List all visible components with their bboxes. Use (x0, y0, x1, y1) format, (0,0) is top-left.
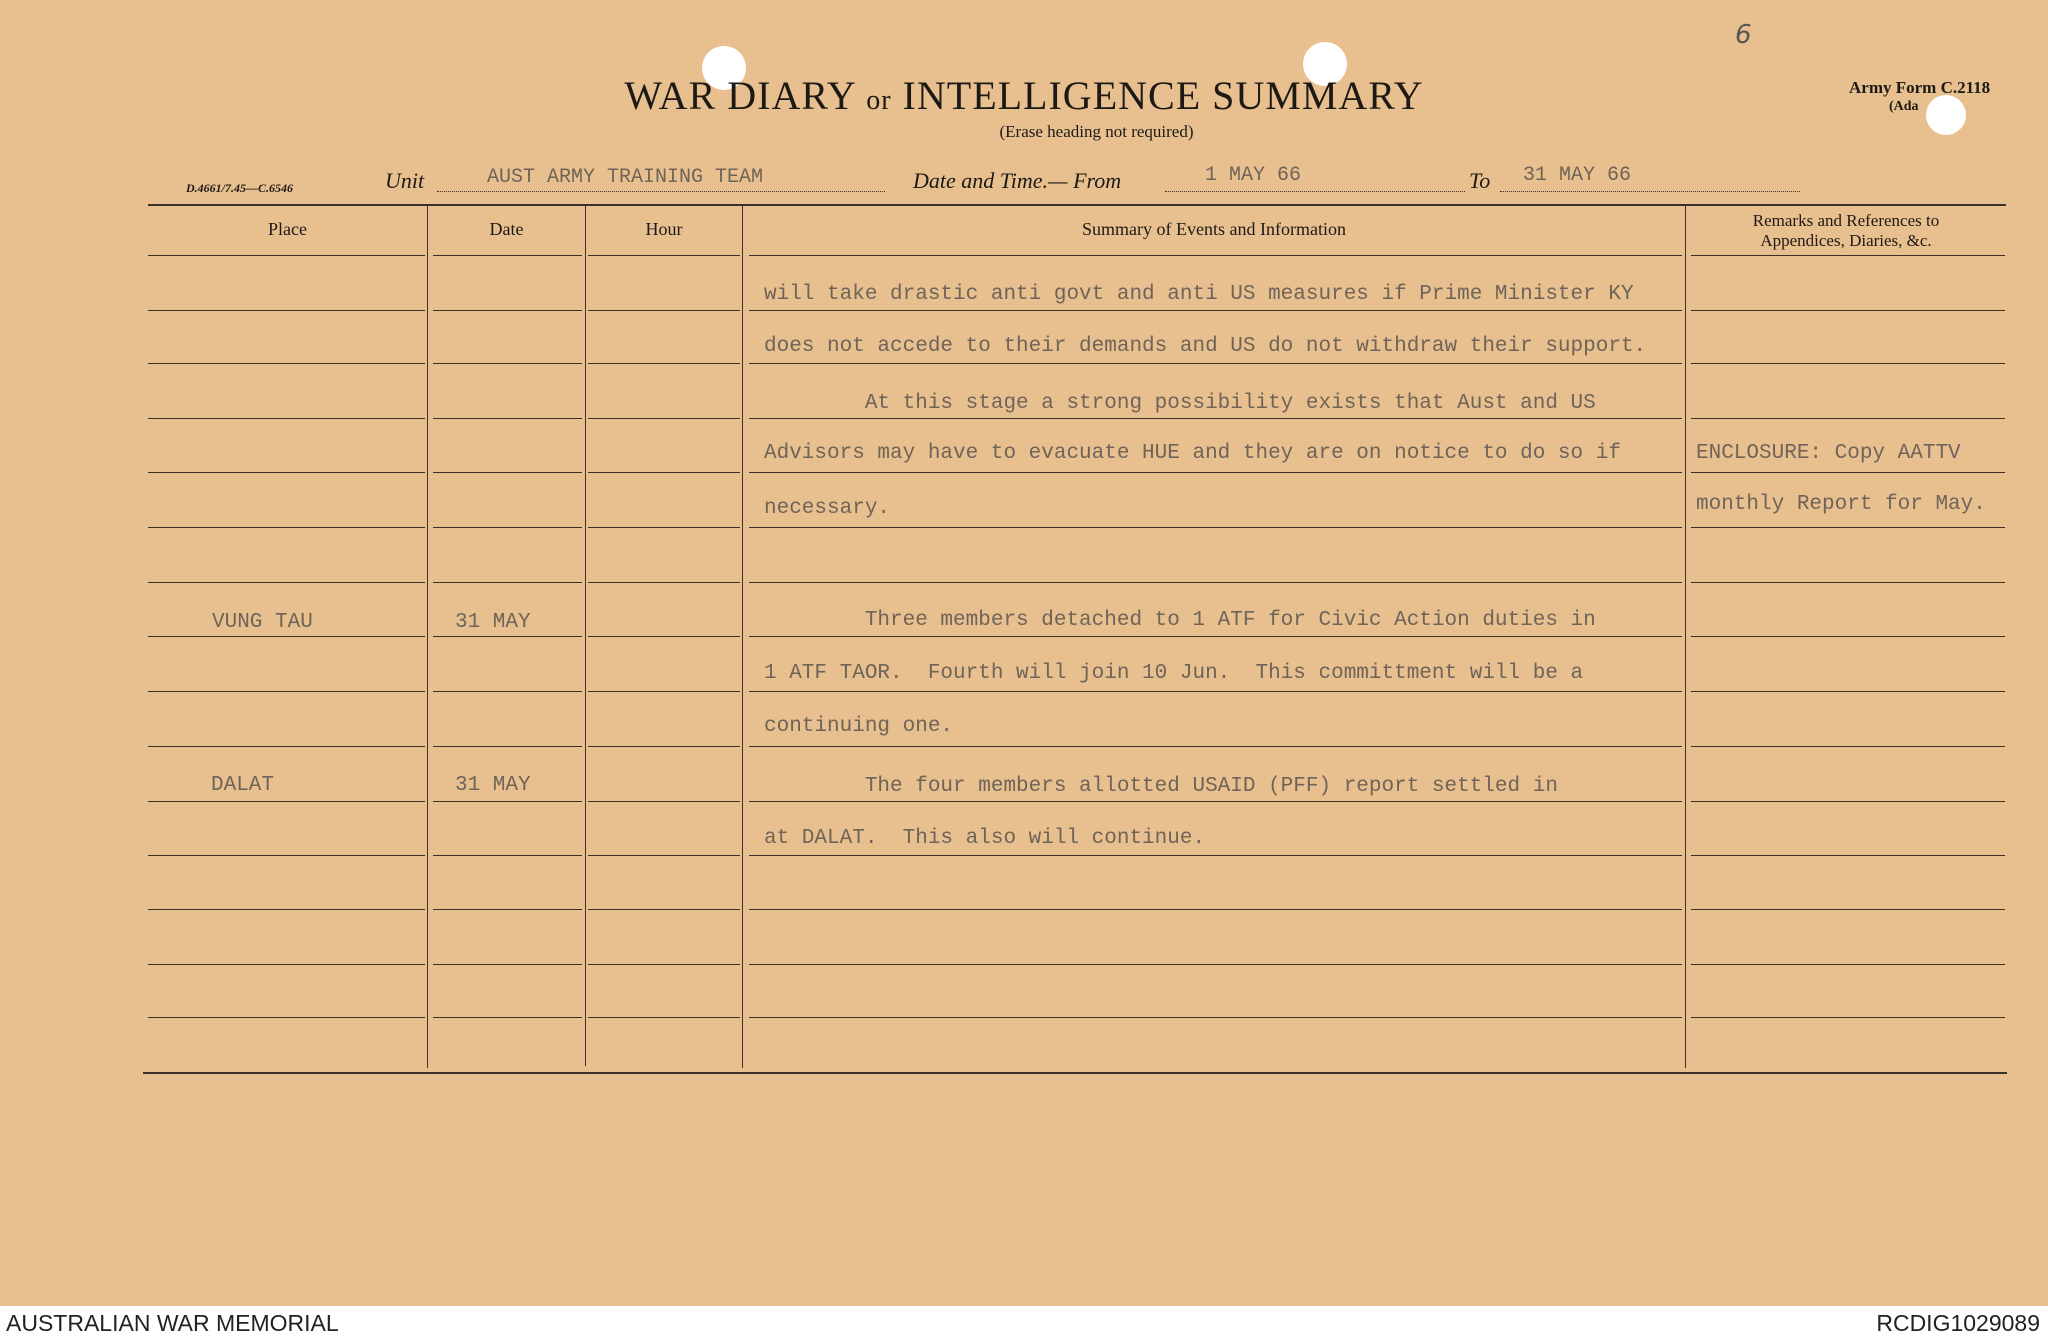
ruled-line (148, 310, 425, 311)
ruled-line (433, 310, 582, 311)
ruled-line (588, 472, 740, 473)
ruled-line (1691, 363, 2005, 364)
ruled-line (749, 418, 1682, 419)
entry-line: 1 ATF TAOR. Fourth will join 10 Jun. This committment will be a (764, 662, 1584, 685)
ruled-line (433, 418, 582, 419)
ruled-line (749, 1017, 1682, 1018)
ruled-line (433, 964, 582, 965)
ruled-line (1691, 310, 2005, 311)
ruled-line (148, 691, 425, 692)
ruled-line (749, 746, 1682, 747)
title-part1: WAR DIARY (624, 73, 856, 118)
ruled-line (148, 1017, 425, 1018)
ruled-line (1691, 801, 2005, 802)
ruled-line (1691, 636, 2005, 637)
ruled-line (749, 582, 1682, 583)
remarks-header-line2: Appendices, Diaries, &c. (1760, 231, 1932, 250)
page-number: 6 (1735, 20, 1752, 50)
entry-line: will take drastic anti govt and anti US measures if Prime Minister KY (764, 283, 1634, 306)
ruled-line (148, 964, 425, 965)
ruled-line (433, 582, 582, 583)
ruled-line (433, 636, 582, 637)
ruled-line (148, 418, 425, 419)
ruled-line (148, 363, 425, 364)
footer-record-id: RCDIG1029089 (1876, 1310, 2040, 1336)
ruled-line (588, 909, 740, 910)
archive-footer (0, 1306, 2048, 1340)
entry-line: Three members detached to 1 ATF for Civic Action duties in (764, 609, 1596, 632)
to-underline (1500, 191, 1800, 192)
ruled-line (148, 255, 425, 256)
remarks-header-line1: Remarks and References to (1752, 211, 1940, 230)
divider-place-date (427, 204, 428, 1068)
ruled-line (433, 363, 582, 364)
ruled-line (433, 801, 582, 802)
table-bottom-border (143, 1072, 2007, 1074)
ruled-line (749, 801, 1682, 802)
ruled-line (433, 527, 582, 528)
ruled-line (1691, 855, 2005, 856)
ruled-line (749, 255, 1682, 256)
army-form-sub: (Ada (1889, 99, 1919, 114)
entry-place: VUNG TAU (212, 611, 313, 634)
ruled-line (148, 746, 425, 747)
ruled-line (1691, 1017, 2005, 1018)
ruled-line (749, 472, 1682, 473)
title-or: or (866, 85, 892, 116)
ruled-line (1691, 255, 2005, 256)
ruled-line (588, 691, 740, 692)
from-underline (1165, 191, 1465, 192)
ruled-line (588, 636, 740, 637)
entry-line: does not accede to their demands and US do not withdraw their support. (764, 335, 1647, 358)
ruled-line (588, 418, 740, 419)
entry-date: 31 MAY (455, 774, 531, 797)
column-header-hour: Hour (645, 219, 683, 239)
to-label: To (1469, 168, 1491, 193)
remarks-line: ENCLOSURE: Copy AATTV (1696, 442, 1961, 465)
ruled-line (1691, 418, 2005, 419)
divider-date-hour (585, 204, 586, 1066)
ruled-line (588, 310, 740, 311)
ruled-line (433, 746, 582, 747)
ruled-line (433, 909, 582, 910)
ruled-line (588, 527, 740, 528)
ruled-line (148, 636, 425, 637)
entry-line: continuing one. (764, 715, 954, 738)
entry-line: at DALAT. This also will continue. (764, 827, 1206, 850)
divider-hour-summary (742, 204, 743, 1068)
ruled-line (588, 855, 740, 856)
ruled-line (588, 582, 740, 583)
ruled-line (433, 855, 582, 856)
form-reference: D.4661/7.45—C.6546 (186, 181, 294, 195)
entry-line: necessary. (764, 497, 891, 520)
ruled-line (588, 964, 740, 965)
ruled-line (1691, 527, 2005, 528)
ruled-line (588, 801, 740, 802)
entry-line: Advisors may have to evacuate HUE and they are on notice to do so if (764, 442, 1621, 465)
ruled-line (588, 1017, 740, 1018)
ruled-line (749, 636, 1682, 637)
ruled-line (148, 855, 425, 856)
ruled-line (148, 472, 425, 473)
ruled-line (1691, 746, 2005, 747)
ruled-line (1691, 691, 2005, 692)
unit-underline (437, 191, 885, 192)
entry-place: DALAT (211, 774, 275, 797)
column-header-remarks (1686, 211, 2006, 251)
ruled-line (749, 964, 1682, 965)
ruled-line (1691, 582, 2005, 583)
army-form-label: Army Form C.2118 (1849, 78, 1991, 97)
ruled-line (148, 801, 425, 802)
entry-date: 31 MAY (455, 611, 531, 634)
title-part2: INTELLIGENCE SUMMARY (902, 73, 1424, 118)
ruled-line (1691, 909, 2005, 910)
ruled-line (1691, 964, 2005, 965)
ruled-line (148, 909, 425, 910)
ruled-line (588, 255, 740, 256)
remarks-line: monthly Report for May. (1696, 493, 1986, 516)
unit-value: AUST ARMY TRAINING TEAM (487, 166, 764, 189)
ruled-line (749, 855, 1682, 856)
ruled-line (433, 691, 582, 692)
ruled-line (148, 582, 425, 583)
ruled-line (749, 691, 1682, 692)
ruled-line (588, 746, 740, 747)
column-header-summary: Summary of Events and Information (1082, 219, 1346, 239)
ruled-line (749, 310, 1682, 311)
ruled-line (749, 527, 1682, 528)
unit-label: Unit (385, 168, 425, 193)
ruled-line (1691, 472, 2005, 473)
erase-note: (Erase heading not required) (999, 122, 1194, 141)
column-header-date: Date (489, 219, 524, 239)
ruled-line (749, 363, 1682, 364)
divider-summary-remarks (1685, 204, 1686, 1068)
ruled-line (749, 909, 1682, 910)
ruled-line (588, 363, 740, 364)
footer-institution: AUSTRALIAN WAR MEMORIAL (6, 1310, 339, 1336)
column-header-place: Place (268, 219, 307, 239)
entry-line: At this stage a strong possibility exists that Aust and US (764, 392, 1596, 415)
ruled-line (433, 255, 582, 256)
to-value: 31 MAY 66 (1523, 164, 1632, 187)
ruled-line (433, 1017, 582, 1018)
ruled-line (148, 527, 425, 528)
ruled-line (433, 472, 582, 473)
date-time-label: Date and Time.— From (913, 168, 1122, 193)
entry-line: The four members allotted USAID (PFF) report settled in (764, 775, 1558, 798)
page-title (0, 72, 2048, 119)
from-value: 1 MAY 66 (1205, 164, 1302, 187)
